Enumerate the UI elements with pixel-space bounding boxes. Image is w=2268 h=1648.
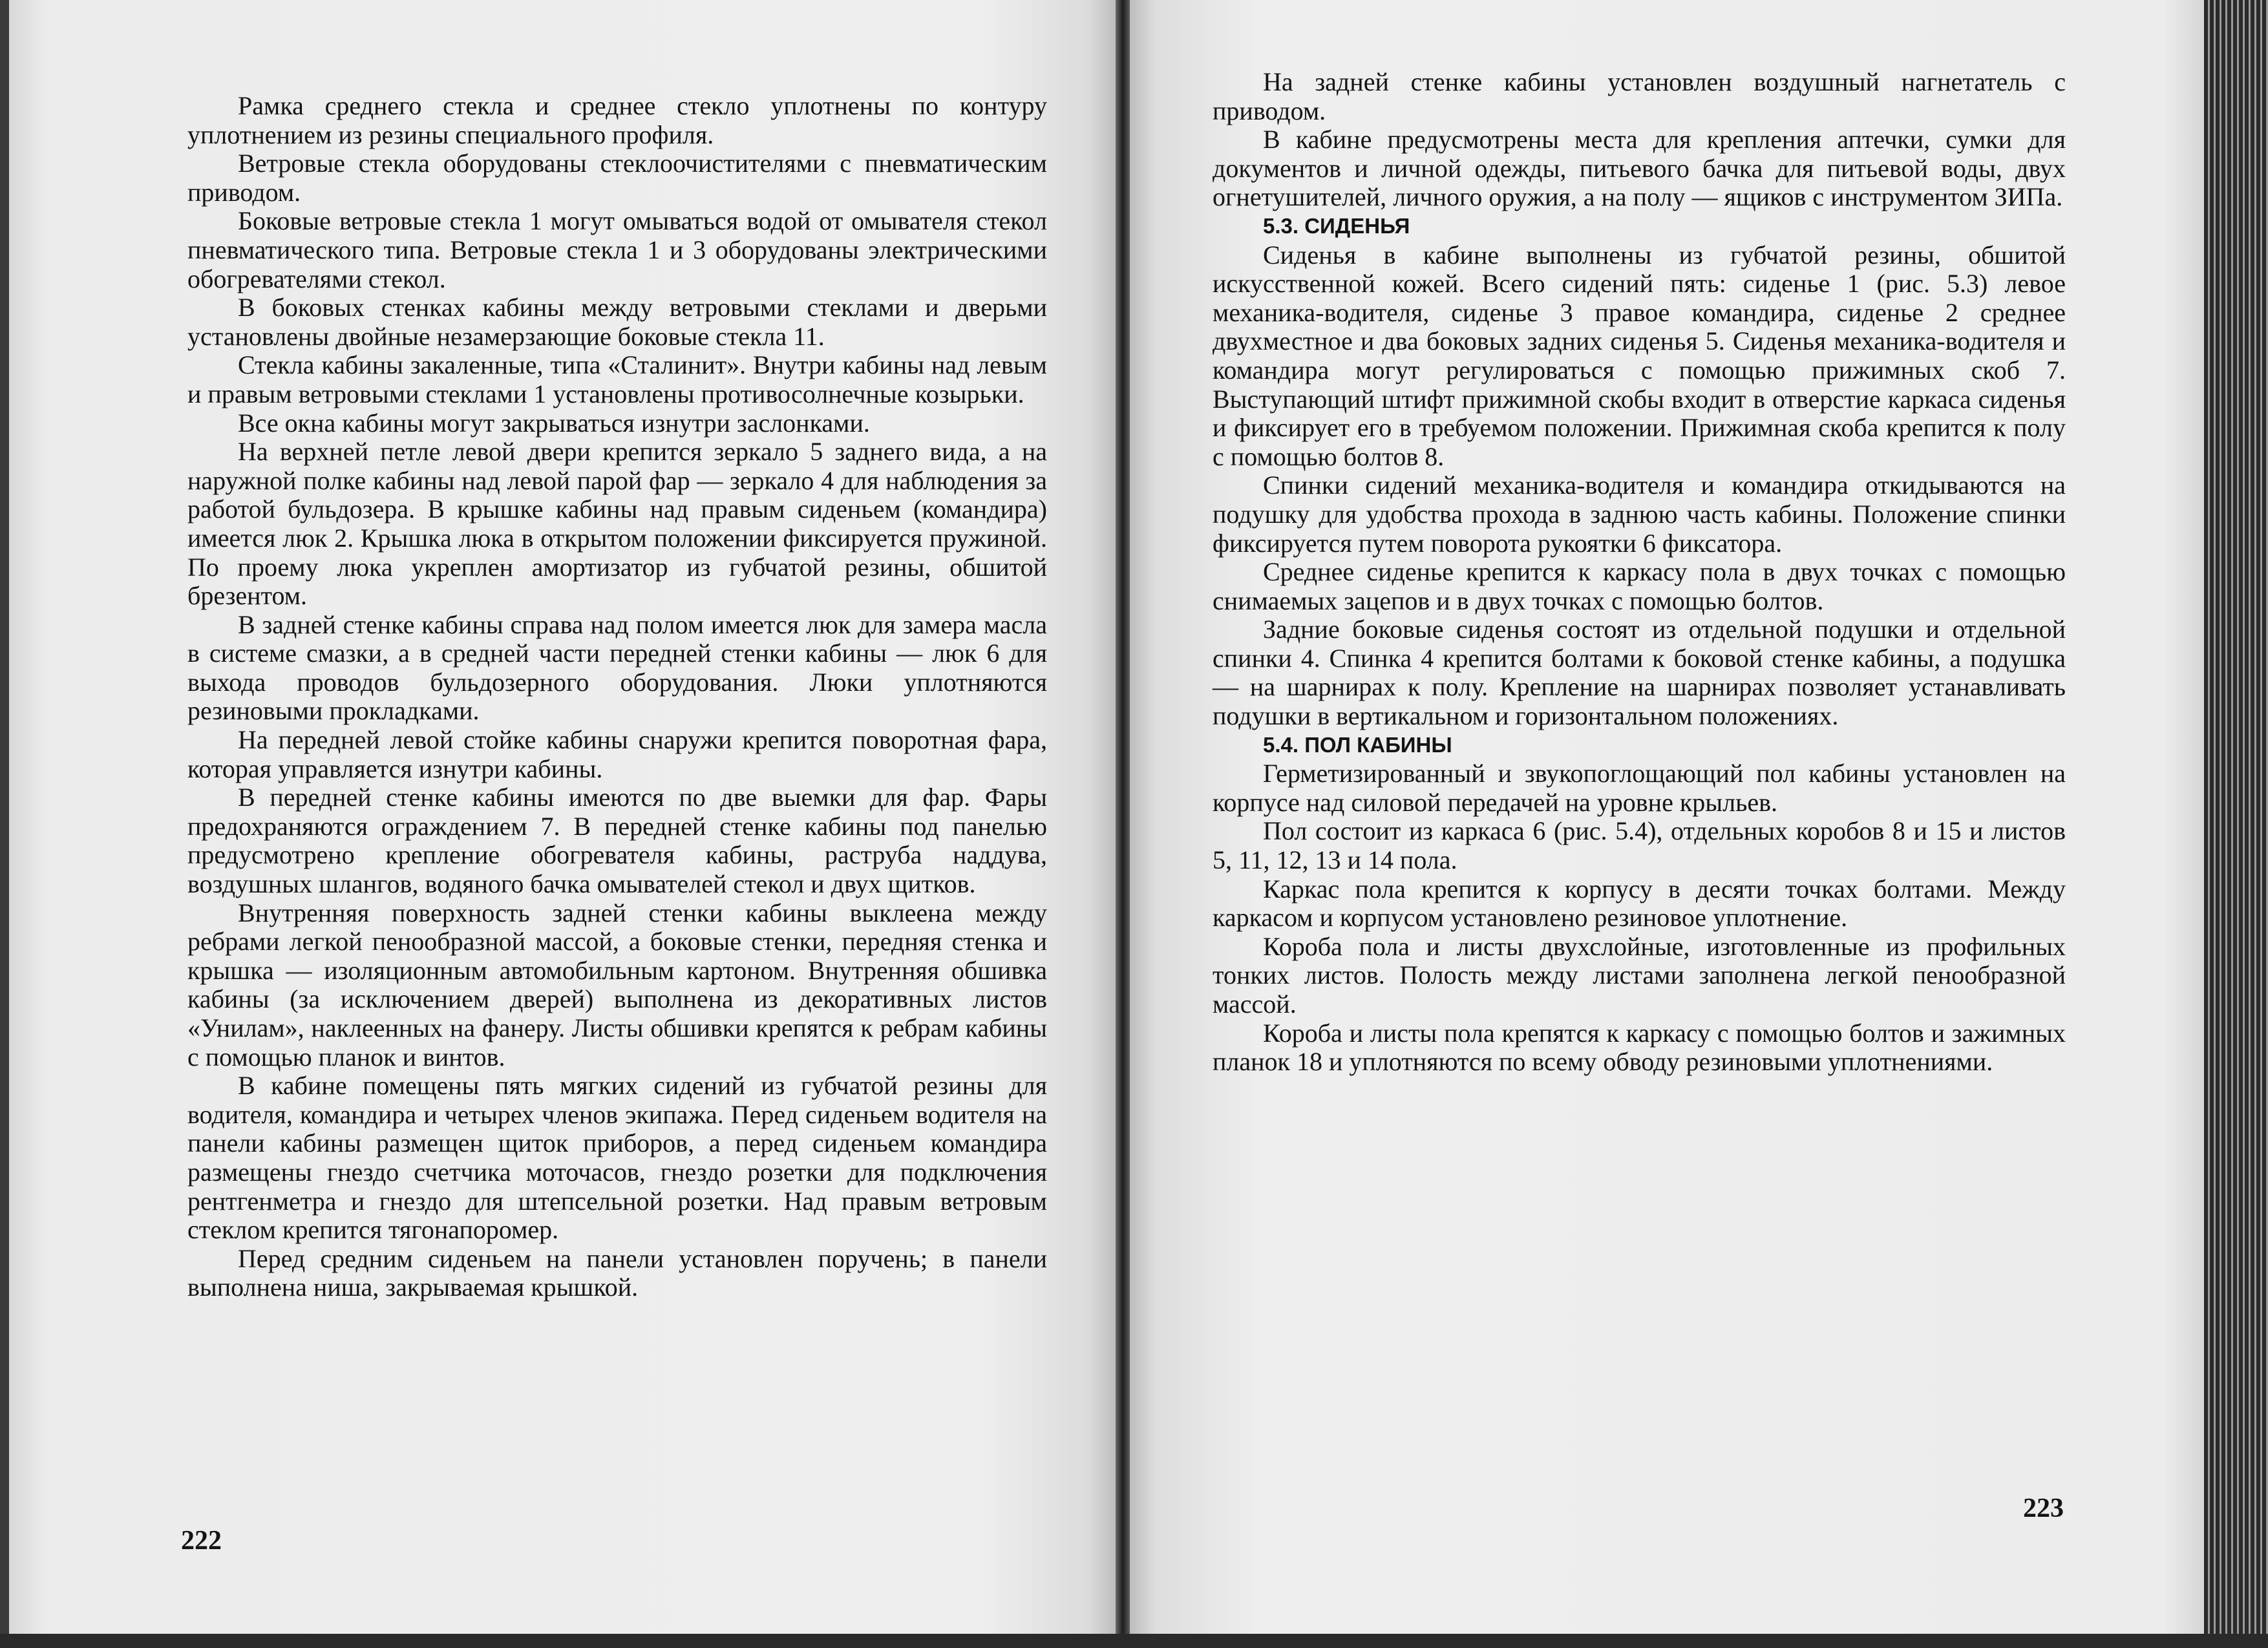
paragraph: Пол состоит из каркаса 6 (рис. 5.4), отдельных коробов 8 и 15 и листов 5, 11, 12, 13 и 14 пола.: [1213, 816, 2066, 875]
left-page: [9, 0, 1116, 1648]
page-number-left: 222: [181, 1526, 222, 1556]
section-heading-5-4: 5.4. ПОЛ КАБИНЫ: [1263, 732, 1452, 757]
paragraph: Каркас пола крепится к корпусу в десяти точках болтами. Между каркасом и корпусом установлено резиновое уплотнение.: [1213, 874, 2066, 933]
paragraph: В боковых стенках кабины между ветровыми стеклами и дверьми установлены двойные незамерзающие боковые стекла 11.: [187, 293, 1047, 351]
paragraph: В кабине предусмотрены места для крепления аптечки, сумки для документов и личной одежды, питьевого бачка для питьевой воды, двух огнетушителей, личного оружия, а на полу — ящиков с инструментом ЗИПа.: [1213, 125, 2066, 212]
paragraph: Перед средним сиденьем на панели установлен поручень; в панели выполнена ниша, закрываемая крышкой.: [187, 1243, 1047, 1302]
left-edge: [0, 0, 9, 1648]
paragraph: В кабине помещены пять мягких сидений из губчатой резины для водителя, командира и четырех членов экипажа. Перед сиденьем водителя на панели кабины размещен щиток приборов, а перед сиденьем командира размещены гнездо счетчика моточасов, гнездо розетки для подключения рентгенметра и гнездо для штепсельной розетки. Над правым ветровым стеклом крепится тягонапоромер.: [187, 1071, 1047, 1245]
paragraph: На передней левой стойке кабины снаружи крепится поворотная фара, которая управляется изнутри кабины.: [187, 725, 1047, 783]
paragraph: В задней стенке кабины справа над полом имеется люк для замера масла в системе смазки, а в средней части передней стенки кабины — люк 6 для выхода проводов бульдозерного оборудования. Люки уплотняются резиновыми прокладками.: [187, 609, 1047, 726]
paragraph: Внутренняя поверхность задней стенки кабины выклеена между ребрами легкой пенообразной массой, а боковые стенки, передняя стенка и крышка — изоляционным автомобильным картоном. Внутренняя обшивка кабины (за исключением дверей) выполнена из декоративных листов «Унилам», наклеенных на фанеру. Листы обшивки крепятся к ребрам кабины с помощью планок и винтов.: [187, 898, 1047, 1072]
paragraph: Спинки сидений механика-водителя и командира откидываются на подушку для удобства прохода в заднюю часть кабины. Положение спинки фиксируется путем поворота рукоятки 6 фиксатора.: [1213, 470, 2066, 558]
right-page: [1130, 0, 2204, 1648]
paragraph: На верхней петле левой двери крепится зеркало 5 заднего вида, а на наружной полке кабины над левой парой фар — зеркало 4 для наблюдения за работой бульдозера. В крышке кабины над правым сиденьем (командира) имеется люк 2. Крышка люка в открытом положении фиксируется пружиной. По проему люка укреплен амортизатор из губчатой резины, обшитой брезентом.: [187, 437, 1047, 611]
paragraph: Короба и листы пола крепятся к каркасу с помощью болтов и зажимных планок 18 и уплотняются по всему обводу резиновыми уплотнениями.: [1213, 1018, 2066, 1077]
paragraph: На задней стенке кабины установлен воздушный нагнетатель с приводом.: [1213, 67, 2066, 125]
section-heading-5-3: 5.3. СИДЕНЬЯ: [1263, 213, 1410, 238]
paragraph: Ветровые стекла оборудованы стеклоочистителями с пневматическим приводом.: [187, 149, 1047, 207]
bottom-edge: [0, 1634, 2268, 1648]
paragraph: Боковые ветровые стекла 1 могут омываться водой от омывателя стекол пневматического типа. Ветровые стекла 1 и 3 оборудованы электрическими обогревателями стекол.: [187, 206, 1047, 293]
paragraph: Задние боковые сиденья состоят из отдельной подушки и отдельной спинки 4. Спинка 4 крепится болтами к боковой стенке кабины, а подушка — на шарнирах к полу. Крепление на шарнирах позволяет устанавливать подушки в вертикальном и горизонтальном положениях.: [1213, 615, 2066, 731]
paragraph: Сиденья в кабине выполнены из губчатой резины, обшитой искусственной кожей. Всего сидений пять: сиденье 1 (рис. 5.3) левое механика-водителя, сиденье 3 правое командира, сиденье 2 среднее двухместное и два боковых задних сиденья 5. Сиденья механика-водителя и командира могут регулироваться с помощью прижимных скоб 7. Выступающий штифт прижимной скобы входит в отверстие каркаса сиденья и фиксирует его в требуемом положении. Прижимная скоба крепится к полу с помощью болтов 8.: [1213, 240, 2066, 471]
paragraph: Короба пола и листы двухслойные, изготовленные из профильных тонких листов. Полость между листами заполнена легкой пенообразной массой.: [1213, 931, 2066, 1019]
paragraph: В передней стенке кабины имеются по две выемки для фар. Фары предохраняются ограждением 7. В передней стенке кабины под панелью предусмотрено крепление обогревателя кабины, раструба наддува, воздушных шлангов, водяного бачка омывателей стекол и двух щитков.: [187, 783, 1047, 899]
paragraph: Среднее сиденье крепится к каркасу пола в двух точках с помощью снимаемых зацепов и в двух точках с помощью болтов.: [1213, 557, 2066, 615]
left-page-text: [187, 92, 1047, 1302]
paragraph: Стекла кабины закаленные, типа «Сталинит». Внутри кабины над левым и правым ветровыми стеклами 1 установлены противосолнечные козырьки.: [187, 350, 1047, 408]
paragraph: Рамка среднего стекла и среднее стекло уплотнены по контуру уплотнением из резины специального профиля.: [187, 91, 1047, 149]
book-gutter: [1116, 0, 1130, 1648]
right-page-text: [1213, 68, 2066, 1077]
paragraph: Герметизированный и звукопоглощающий пол кабины установлен на корпусе над силовой передачей на уровне крыльев.: [1213, 759, 2066, 817]
page-number-right: 223: [2023, 1494, 2064, 1523]
right-edge: [2204, 0, 2268, 1648]
paragraph: Все окна кабины могут закрываться изнутри заслонками.: [238, 408, 870, 438]
